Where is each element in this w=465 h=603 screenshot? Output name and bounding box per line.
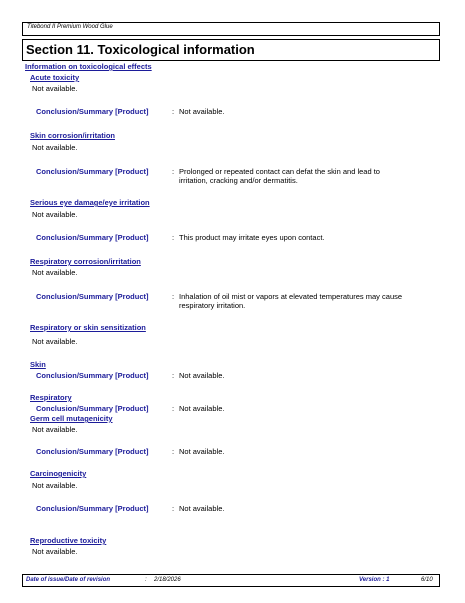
heading-respiratory-corrosion: Respiratory corrosion/irritation xyxy=(30,257,141,266)
footer-colon: : xyxy=(145,577,147,583)
respiratory-conclusion-value: Not available. xyxy=(179,404,225,413)
colon: : xyxy=(172,233,175,242)
carcinogenicity-text: Not available. xyxy=(32,481,78,490)
acute-toxicity-text: Not available. xyxy=(32,84,78,93)
intro-heading: Information on toxicological effects xyxy=(25,62,152,71)
footer-page-number: 6/10 xyxy=(421,577,433,583)
acute-conclusion-label: Conclusion/Summary [Product] xyxy=(36,107,149,116)
skin-conclusion-value: Not available. xyxy=(179,371,225,380)
sensitization-text: Not available. xyxy=(32,337,78,346)
respiratory-corrosion-conclusion-label: Conclusion/Summary [Product] xyxy=(36,292,149,301)
heading-skin-corrosion: Skin corrosion/irritation xyxy=(30,131,116,140)
eye-damage-text: Not available. xyxy=(32,210,78,219)
respiratory-corrosion-conclusion-value: Inhalation of oil mist or vapors at elevated temperatures may cause respiratory irritation. xyxy=(179,292,403,310)
carcinogenicity-conclusion-value: Not available. xyxy=(179,504,225,513)
acute-conclusion-value: Not available. xyxy=(179,107,225,116)
colon: : xyxy=(172,167,175,176)
heading-skin: Skin xyxy=(30,360,46,369)
colon: : xyxy=(172,404,175,413)
section-title: Section 11. Toxicological information xyxy=(26,42,255,57)
respiratory-corrosion-text: Not available. xyxy=(32,268,78,277)
colon: : xyxy=(172,447,175,456)
document-footer xyxy=(22,574,440,587)
footer-date: 2/18/2026 xyxy=(154,577,181,583)
heading-respiratory: Respiratory xyxy=(30,393,72,402)
footer-version: Version : 1 xyxy=(359,577,390,583)
reproductive-toxicity-text: Not available. xyxy=(32,547,78,556)
document-header xyxy=(22,22,440,36)
heading-sensitization: Respiratory or skin sensitization xyxy=(30,323,146,332)
respiratory-conclusion-label: Conclusion/Summary [Product] xyxy=(36,404,149,413)
colon: : xyxy=(172,504,175,513)
skin-corrosion-conclusion-label: Conclusion/Summary [Product] xyxy=(36,167,149,176)
colon: : xyxy=(172,107,175,116)
skin-corrosion-conclusion-value: Prolonged or repeated contact can defat the skin and lead to irritation, cracking and/or dermatitis. xyxy=(179,167,380,185)
heading-acute-toxicity: Acute toxicity xyxy=(30,73,80,82)
germ-cell-conclusion-value: Not available. xyxy=(179,447,225,456)
colon: : xyxy=(172,371,175,380)
heading-germ-cell: Germ cell mutagenicity xyxy=(30,414,113,423)
eye-conclusion-value: This product may irritate eyes upon contact. xyxy=(179,233,325,242)
colon: : xyxy=(172,292,175,301)
product-name: Titebond II Premium Wood Glue xyxy=(27,24,113,30)
heading-carcinogenicity: Carcinogenicity xyxy=(30,469,87,478)
skin-corrosion-text: Not available. xyxy=(32,143,78,152)
heading-reproductive-toxicity: Reproductive toxicity xyxy=(30,536,107,545)
eye-conclusion-label: Conclusion/Summary [Product] xyxy=(36,233,149,242)
section-title-box xyxy=(22,39,440,61)
skin-conclusion-label: Conclusion/Summary [Product] xyxy=(36,371,149,380)
footer-date-label: Date of issue/Date of revision xyxy=(26,577,111,583)
carcinogenicity-conclusion-label: Conclusion/Summary [Product] xyxy=(36,504,149,513)
germ-cell-conclusion-label: Conclusion/Summary [Product] xyxy=(36,447,149,456)
heading-eye-damage: Serious eye damage/eye irritation xyxy=(30,198,150,207)
germ-cell-text: Not available. xyxy=(32,425,78,434)
